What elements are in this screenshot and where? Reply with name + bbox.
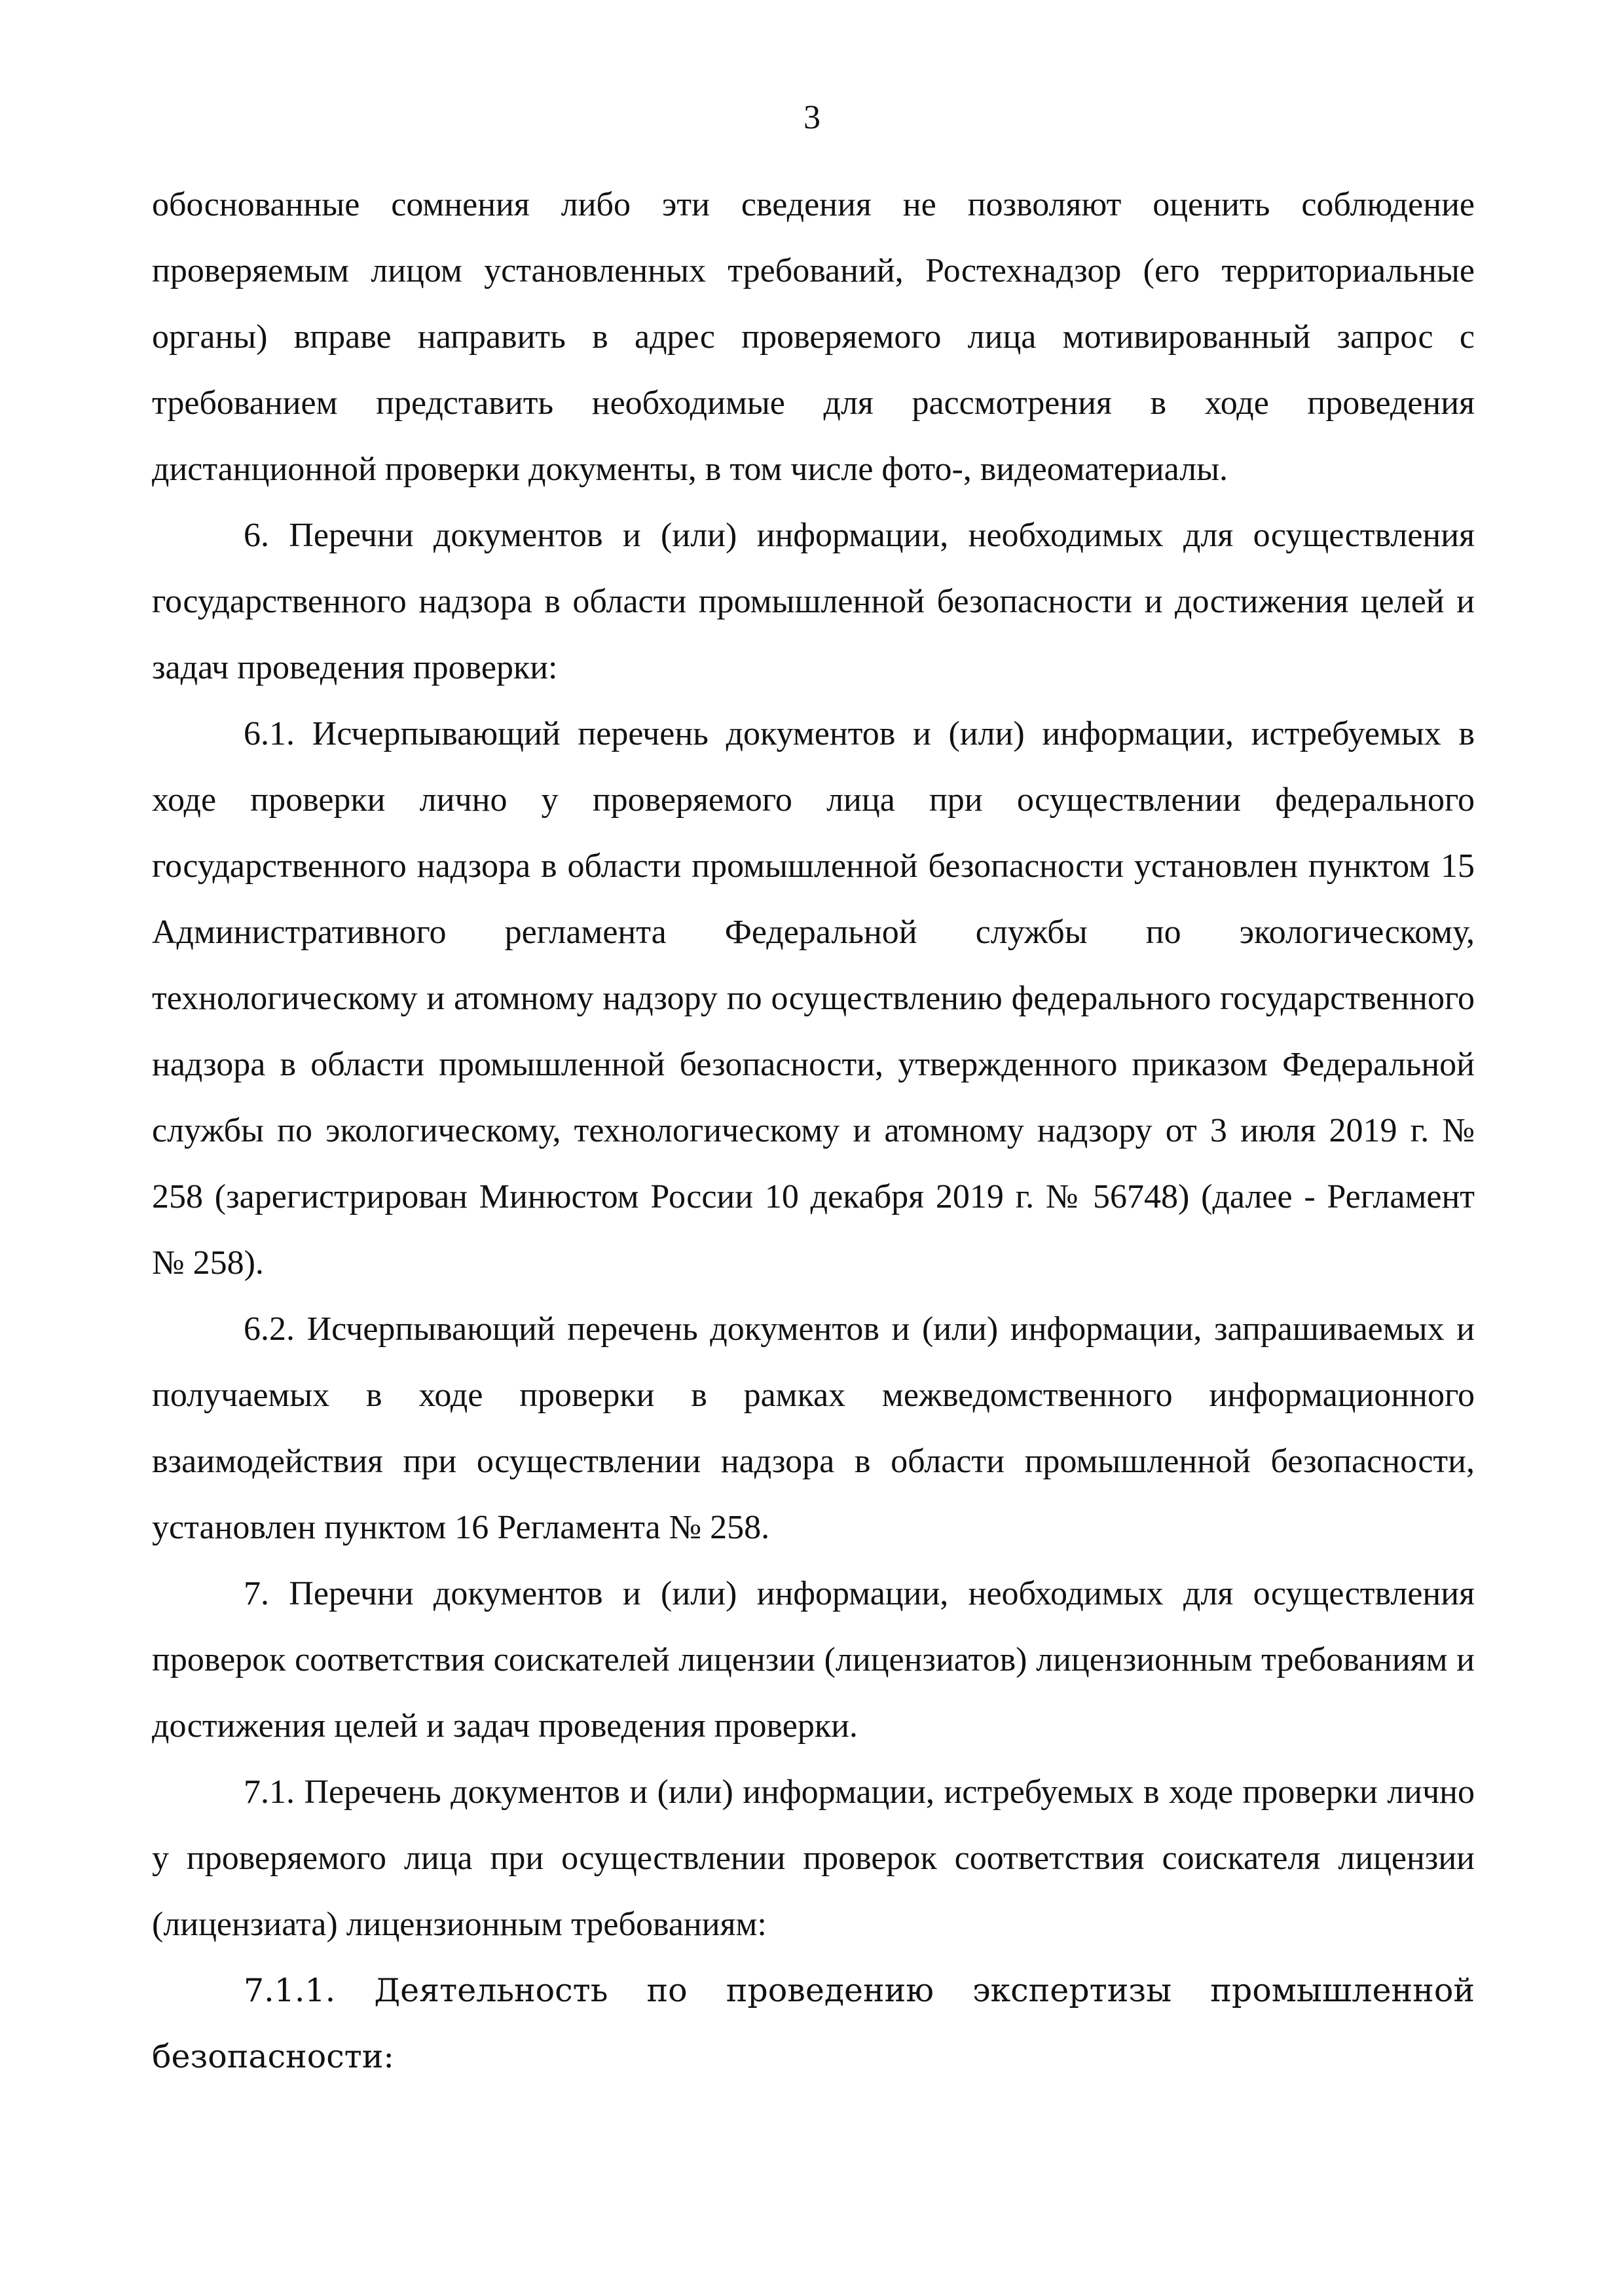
paragraph-section-7-1: 7.1. Перечень документов и (или) информации, истребуемых в ходе проверки лично у проверяемого лица при осуществлении проверок соответствия соискателя лицензии (лицензиата) лицензионным требованиям: (152, 1773, 1475, 1943)
paragraph-section-7: 7. Перечни документов и (или) информации, необходимых для осуществления проверок соответствия соискателей лицензии (лицензиатов) лицензионным требованиям и достижения целей и задач проведения проверки. (152, 1575, 1475, 1745)
paragraph-continuation: обоснованные сомнения либо эти сведения не позволяют оценить соблюдение проверяемым лицом установленных требований, Ростехнадзор (его территориальные органы) вправе направить в адрес проверяемого лица мотивированный запрос с требованием представить необходимые для рассмотрения в ходе проведения дистанционной проверки документы, в том числе фото-, видеоматериалы. (152, 186, 1475, 488)
paragraph-section-6: 6. Перечни документов и (или) информации, необходимых для осуществления государственного надзора в области промышленной безопасности и достижения целей и задач проведения проверки: (152, 517, 1475, 686)
paragraph-section-6-1: 6.1. Исчерпывающий перечень документов и (или) информации, истребуемых в ходе проверки лично у проверяемого лица при осуществлении федерального государственного надзора в области промышленной безопасности установлен пунктом 15 Административного регламента Федеральной службы по экологическому, технологическому и атомному надзору по осуществлению федерального государственного надзора в области промышленной безопасности, утвержденного приказом Федеральной службы по экологическому, технологическому и атомному надзору от 3 июля 2019 г. № 258 (зарегистрирован Минюстом России 10 декабря 2019 г. № 56748) (далее - Регламент № 258). (152, 715, 1475, 1282)
document-body (152, 172, 1475, 2090)
page-number: 3 (803, 99, 821, 136)
paragraph-section-7-1-1: 7.1.1. Деятельность по проведению экспертизы промышленной безопасности: (152, 1972, 1475, 2075)
paragraph-section-6-2: 6.2. Исчерпывающий перечень документов и (или) информации, запрашиваемых и получаемых в ходе проверки в рамках межведомственного информационного взаимодействия при осуществлении надзора в области промышленной безопасности, установлен пунктом 16 Регламента № 258. (152, 1310, 1475, 1546)
